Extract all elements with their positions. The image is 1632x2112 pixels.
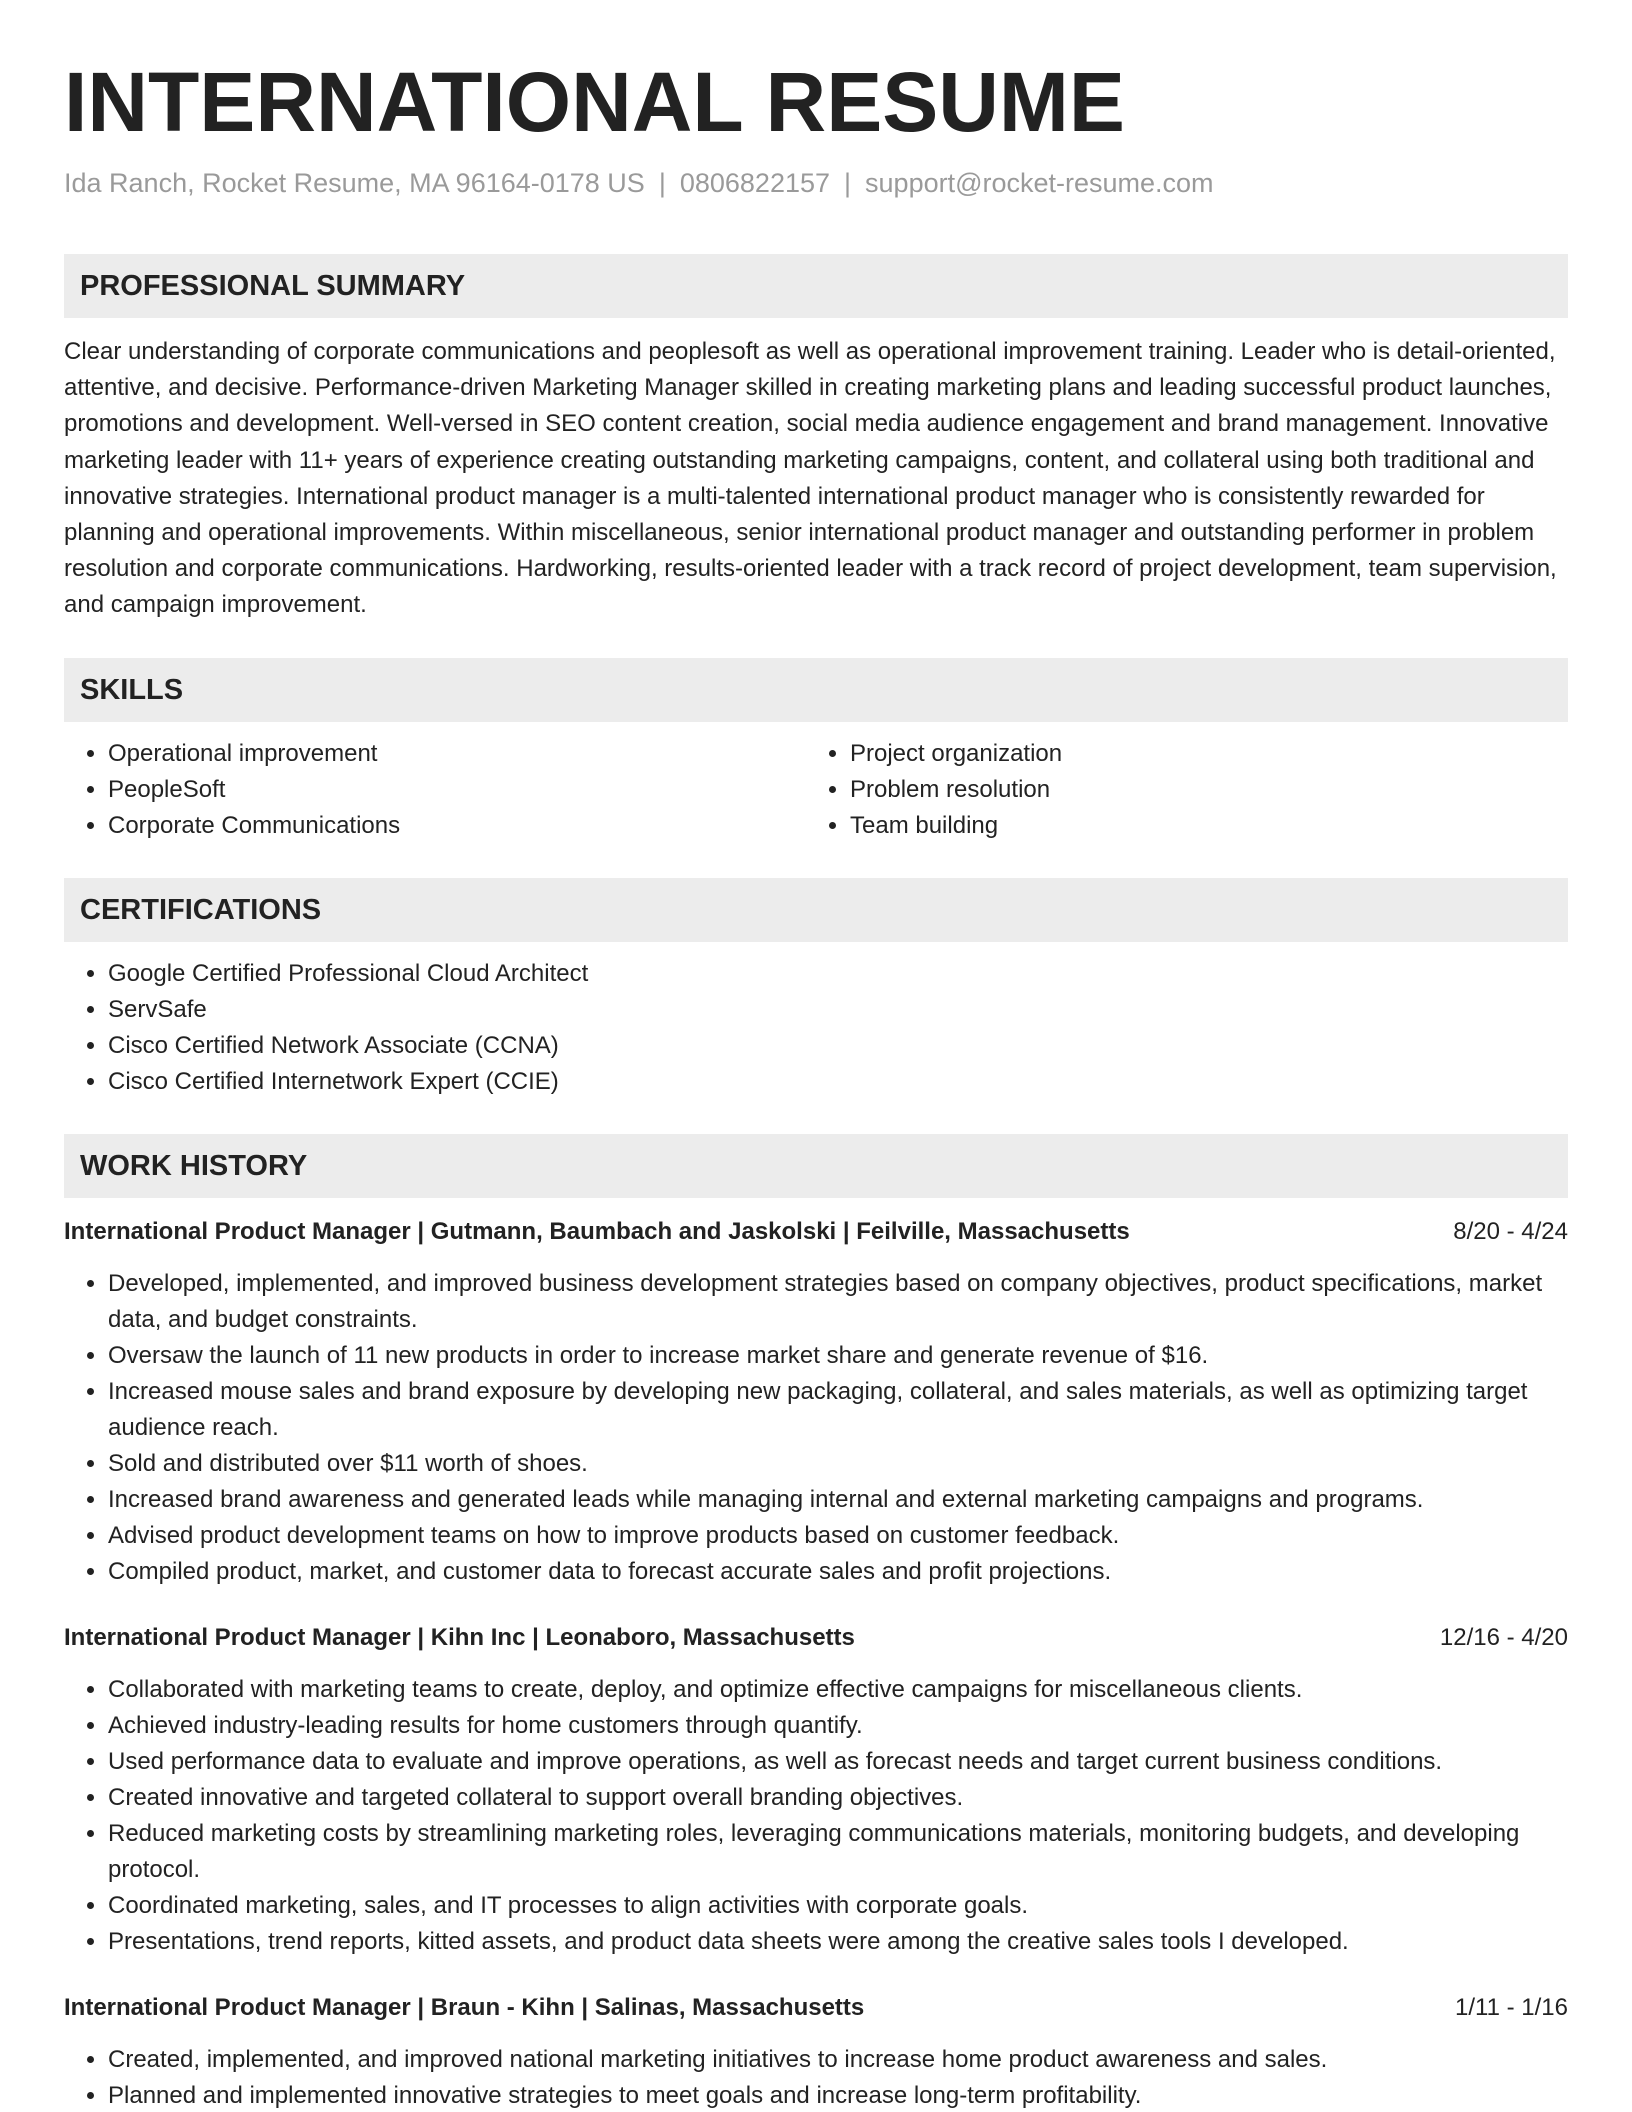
certification-item: • ServSafe — [108, 992, 1568, 1028]
job-bullets — [64, 1672, 1568, 1960]
contact-address: Ida Ranch, Rocket Resume, MA 96164-0178 US — [64, 168, 645, 198]
job-bullet: • Coordinated marketing, sales, and IT processes to align activities with corporate goals. — [108, 1888, 1568, 1924]
job-bullet: • Created innovative and targeted collateral to support overall branding objectives. — [108, 1780, 1568, 1816]
contact-phone: 0806822157 — [679, 168, 831, 198]
job-bullet: • Planned and implemented innovative strategies to meet goals and increase long-term profitability. — [108, 2078, 1568, 2112]
job-header — [64, 1214, 1568, 1250]
skills-list-left — [64, 736, 806, 844]
job-entry — [64, 1990, 1568, 2112]
skill-item: • PeopleSoft — [108, 772, 806, 808]
resume-name: INTERNATIONAL RESUME — [64, 55, 1125, 149]
section-heading-skills: SKILLS — [64, 658, 1568, 722]
job-bullet: • Oversaw the launch of 11 new products in order to increase market share and generate revenue of $16. — [108, 1338, 1568, 1374]
job-bullet: • Advised product development teams on how to improve products based on customer feedback. — [108, 1518, 1568, 1554]
job-title: International Product Manager | Gutmann, Baumbach and Jaskolski | Feilville, Massachusetts — [64, 1217, 1130, 1245]
job-header — [64, 1620, 1568, 1656]
certification-item: • Google Certified Professional Cloud Architect — [108, 956, 1568, 992]
section-heading-certifications: CERTIFICATIONS — [64, 878, 1568, 942]
job-dates: 1/11 - 1/16 — [1455, 1993, 1568, 2021]
certification-item: • Cisco Certified Internetwork Expert (CCIE) — [108, 1064, 1568, 1100]
skill-item: • Team building — [850, 808, 1548, 844]
section-heading-work-history: WORK HISTORY — [64, 1134, 1568, 1198]
job-bullet: • Reduced marketing costs by streamlining marketing roles, leveraging communications materials, monitoring budgets, and developing protocol. — [108, 1816, 1568, 1888]
job-bullets — [64, 1266, 1568, 1590]
skill-item: • Corporate Communications — [108, 808, 806, 844]
job-bullet: • Developed, implemented, and improved business development strategies based on company objectives, product specifications, market data, and budget constraints. — [108, 1266, 1568, 1338]
job-bullet: • Collaborated with marketing teams to create, deploy, and optimize effective campaigns for miscellaneous clients. — [108, 1672, 1568, 1708]
contact-separator: | — [658, 168, 666, 198]
certification-item: • Cisco Certified Network Associate (CCNA) — [108, 1028, 1568, 1064]
contact-email: support@rocket-resume.com — [865, 168, 1214, 198]
skill-item: • Project organization — [850, 736, 1548, 772]
job-dates: 8/20 - 4/24 — [1453, 1217, 1568, 1245]
job-title: International Product Manager | Braun - Kihn | Salinas, Massachusetts — [64, 1993, 865, 2021]
section-heading-summary: PROFESSIONAL SUMMARY — [64, 254, 1568, 318]
skills-list-right — [806, 736, 1548, 844]
job-bullet: • Compiled product, market, and customer data to forecast accurate sales and profit projections. — [108, 1554, 1568, 1590]
job-bullet: • Sold and distributed over $11 worth of shoes. — [108, 1446, 1568, 1482]
job-dates: 12/16 - 4/20 — [1439, 1623, 1568, 1651]
contact-separator: | — [844, 168, 852, 198]
job-bullets — [64, 2042, 1568, 2112]
job-bullet: • Increased brand awareness and generated leads while managing internal and external marketing campaigns and programs. — [108, 1482, 1568, 1518]
job-bullet: • Achieved industry-leading results for home customers through quantify. — [108, 1708, 1568, 1744]
job-bullet: • Created, implemented, and improved national marketing initiatives to increase home product awareness and sales. — [108, 2042, 1568, 2078]
job-bullet: • Presentations, trend reports, kitted assets, and product data sheets were among the creative sales tools I developed. — [108, 1924, 1568, 1960]
job-entry — [64, 1620, 1568, 1960]
skill-item: • Operational improvement — [108, 736, 806, 772]
certifications-list — [64, 956, 1568, 1100]
skill-item: • Problem resolution — [850, 772, 1548, 808]
skills-grid — [64, 736, 1568, 844]
summary-text: Clear understanding of corporate communications and peoplesoft as well as operational improvement training. Leader who is detail-oriented, attentive, and decisive. Performance-driven Marketing Manager skilled in creating marketing plans and leading successful product launches, promotions and development. Well-versed in SEO content creation, social media audience engagement and brand management. Innovative marketing leader with 11+ years of experience creating outstanding marketing campaigns, content, and collateral using both traditional and innovative strategies. International product manager is a multi-talented international product manager who is consistently rewarded for planning and operational improvements. Within miscellaneous, senior international product manager and outstanding performer in problem resolution and corporate communications. Hardworking, results-oriented leader with a track record of project development, team supervision, and campaign improvement. — [64, 338, 1557, 619]
job-header — [64, 1990, 1568, 2026]
contact-line — [64, 166, 1568, 200]
job-bullet: • Increased mouse sales and brand exposure by developing new packaging, collateral, and sales materials, as well as optimizing target audience reach. — [108, 1374, 1568, 1446]
job-title: International Product Manager | Kihn Inc | Leonaboro, Massachusetts — [64, 1623, 855, 1651]
job-entry — [64, 1214, 1568, 1590]
job-bullet: • Used performance data to evaluate and improve operations, as well as forecast needs and target current business conditions. — [108, 1744, 1568, 1780]
